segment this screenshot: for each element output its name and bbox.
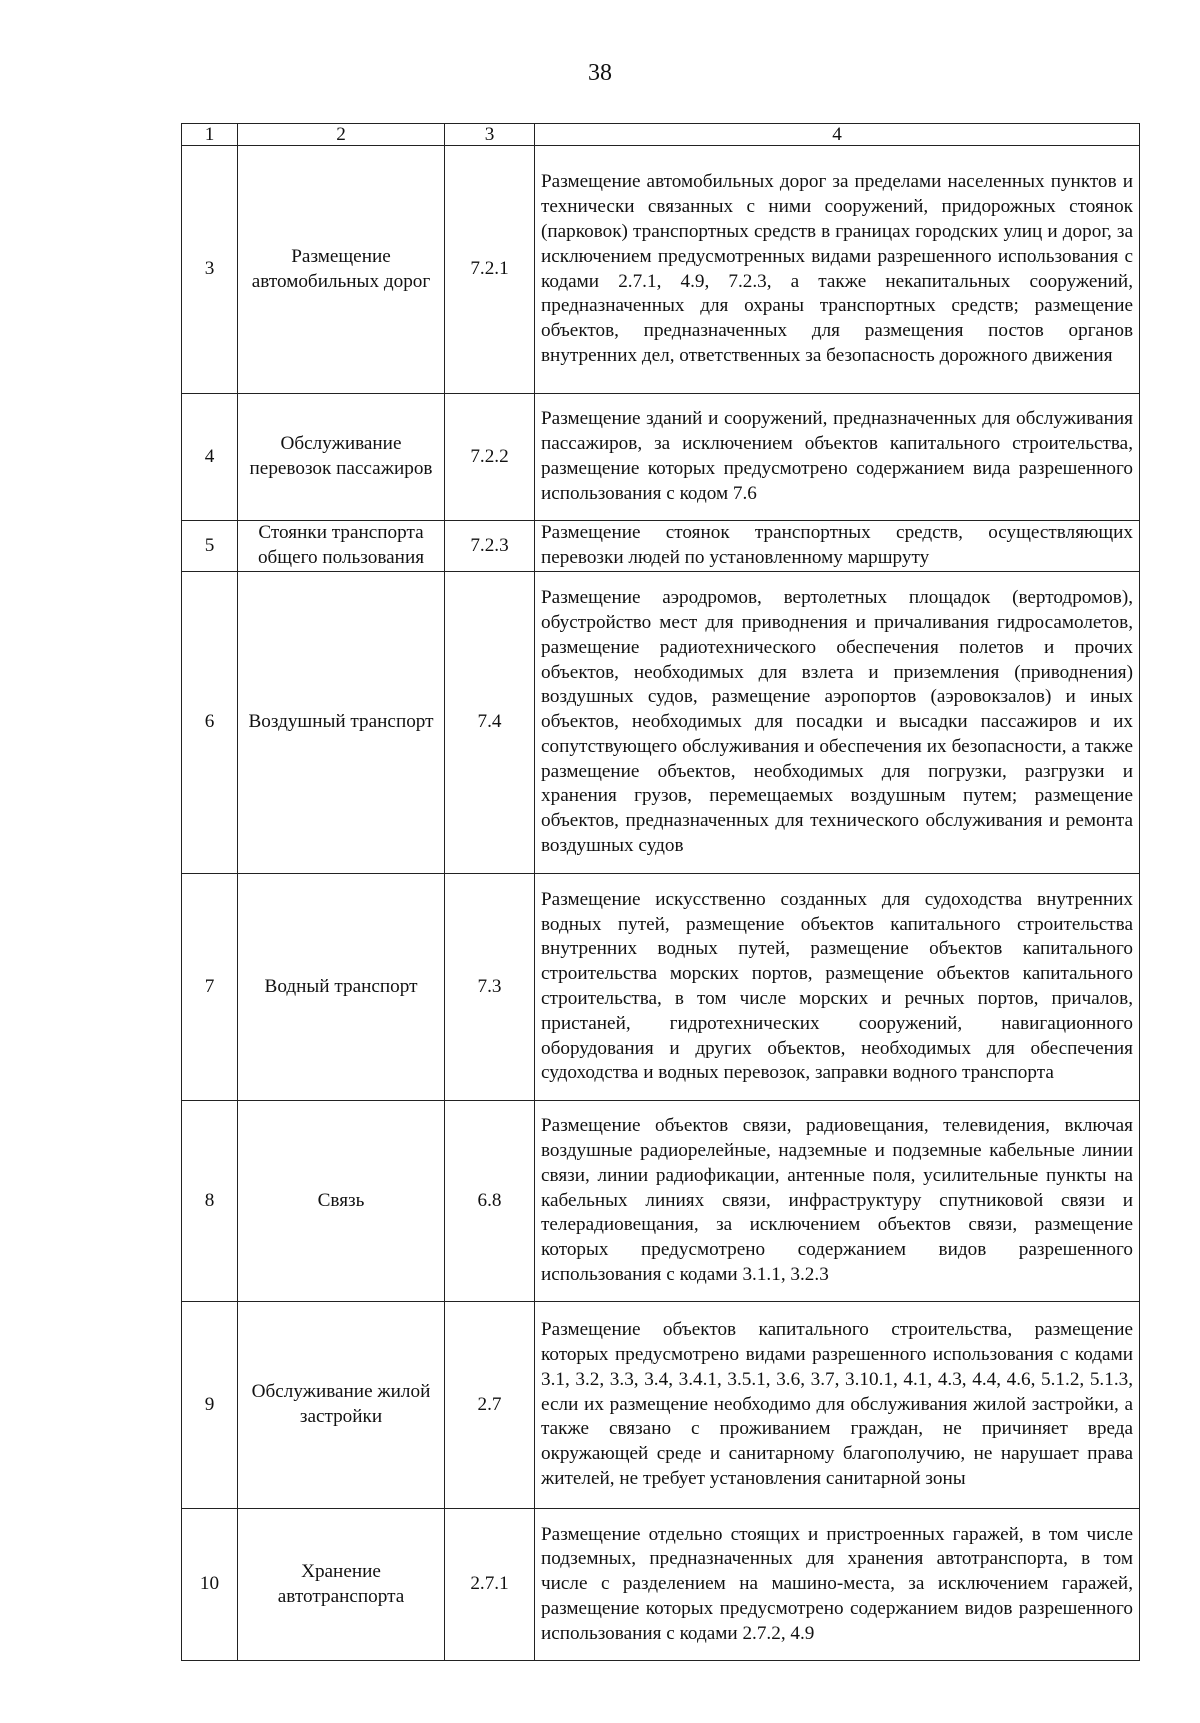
land-use-code: 7.2.1 <box>445 146 535 394</box>
land-use-name: Обслуживание жилой застройки <box>238 1302 445 1509</box>
row-number: 3 <box>182 146 238 394</box>
land-use-description: Размещение отдельно стоящих и пристроенных гаражей, в том числе подземных, предназначенных для хранения автотранспорта, в том числе с разделением на машино-места, за исключением гаражей, размещение которых предусмотрено содержанием видов разрешенного использования с кодами 2.7.2, 4.9 <box>535 1509 1140 1661</box>
row-number: 8 <box>182 1101 238 1302</box>
land-use-code: 7.4 <box>445 572 535 874</box>
table-row <box>182 146 1140 394</box>
land-use-name: Связь <box>238 1101 445 1302</box>
table-row <box>182 1509 1140 1661</box>
land-use-code: 2.7.1 <box>445 1509 535 1661</box>
land-use-description: Размещение объектов капитального строительства, размещение которых предусмотрено видами разрешенного использования с кодами 3.1, 3.2, 3.3, 3.4, 3.4.1, 3.5.1, 3.6, 3.7, 3.10.1, 4.1, 4.3, 4.4, 4.6, 5.1.2, 5.1.3, если их размещение необходимо для обслуживания жилой застройки, а также связано с проживанием граждан, не причиняет вреда окружающей среде и санитарному благополучию, не нарушает права жителей, не требует установления санитарной зоны <box>535 1302 1140 1509</box>
header-cell-4: 4 <box>535 124 1140 146</box>
table-row <box>182 394 1140 521</box>
table-row <box>182 1302 1140 1509</box>
land-use-name: Стоянки транспорта общего пользования <box>238 521 445 572</box>
land-use-name: Обслуживание перевозок пассажиров <box>238 394 445 521</box>
land-use-description: Размещение аэродромов, вертолетных площадок (вертодромов), обустройство мест для приводнения и причаливания гидросамолетов, размещение радиотехнического обеспечения полетов и прочих объектов, необходимых для взлета и приземления (приводнения) воздушных судов, размещение аэропортов (аэровокзалов) и иных объектов, необходимых для посадки и высадки пассажиров и их сопутствующего обслуживания и обеспечения их безопасности, а также размещение объектов, необходимых для погрузки, разгрузки и хранения грузов, перемещаемых воздушным путем; размещение объектов, предназначенных для технического обслуживания и ремонта воздушных судов <box>535 572 1140 874</box>
land-use-description: Размещение искусственно созданных для судоходства внутренних водных путей, размещение объектов капитального строительства внутренних водных путей, размещение объектов капитального строительства морских портов, размещение объектов капитального строительства, в том числе морских и речных портов, причалов, пристаней, гидротехнических сооружений, навигационного оборудования и других объектов, необходимых для обеспечения судоходства и водных перевозок, заправки водного транспорта <box>535 874 1140 1101</box>
header-cell-1: 1 <box>182 124 238 146</box>
table-row <box>182 874 1140 1101</box>
land-use-code: 6.8 <box>445 1101 535 1302</box>
header-cell-2: 2 <box>238 124 445 146</box>
land-use-name: Размещение автомобильных дорог <box>238 146 445 394</box>
land-use-description: Размещение автомобильных дорог за пределами населенных пунктов и технически связанных с ними сооружений, придорожных стоянок (парковок) транспортных средств в границах городских улиц и дорог, за исключением предусмотренных видами разрешенного использования с кодами 2.7.1, 4.9, 7.2.3, а также некапитальных сооружений, предназначенных для охраны транспортных средств; размещение объектов, предназначенных для размещения постов органов внутренних дел, ответственных за безопасность дорожного движения <box>535 146 1140 394</box>
row-number: 7 <box>182 874 238 1101</box>
row-number: 4 <box>182 394 238 521</box>
header-cell-3: 3 <box>445 124 535 146</box>
land-use-table <box>181 123 1140 1661</box>
land-use-name: Хранение автотранспорта <box>238 1509 445 1661</box>
land-use-code: 7.2.2 <box>445 394 535 521</box>
row-number: 5 <box>182 521 238 572</box>
table-row <box>182 1101 1140 1302</box>
table-row <box>182 572 1140 874</box>
row-number: 10 <box>182 1509 238 1661</box>
land-use-name: Водный транспорт <box>238 874 445 1101</box>
row-number: 9 <box>182 1302 238 1509</box>
land-use-name: Воздушный транспорт <box>238 572 445 874</box>
land-use-code: 2.7 <box>445 1302 535 1509</box>
land-use-code: 7.3 <box>445 874 535 1101</box>
land-use-description: Размещение зданий и сооружений, предназначенных для обслуживания пассажиров, за исключением объектов капитального строительства, размещение которых предусмотрено содержанием вида разрешенного использования с кодом 7.6 <box>535 394 1140 521</box>
table-row <box>182 521 1140 572</box>
land-use-description: Размещение объектов связи, радиовещания, телевидения, включая воздушные радиорелейные, надземные и подземные кабельные линии связи, линии радиофикации, антенные поля, усилительные пункты на кабельных линиях связи, инфраструктуру спутниковой связи и телерадиовещания, за исключением объектов связи, размещение которых предусмотрено содержанием видов разрешенного использования с кодами 3.1.1, 3.2.3 <box>535 1101 1140 1302</box>
table-header-row <box>182 124 1140 146</box>
land-use-code: 7.2.3 <box>445 521 535 572</box>
land-use-description: Размещение стоянок транспортных средств, осуществляющих перевозки людей по установленному маршруту <box>535 521 1140 572</box>
page-number: 38 <box>588 60 612 86</box>
row-number: 6 <box>182 572 238 874</box>
